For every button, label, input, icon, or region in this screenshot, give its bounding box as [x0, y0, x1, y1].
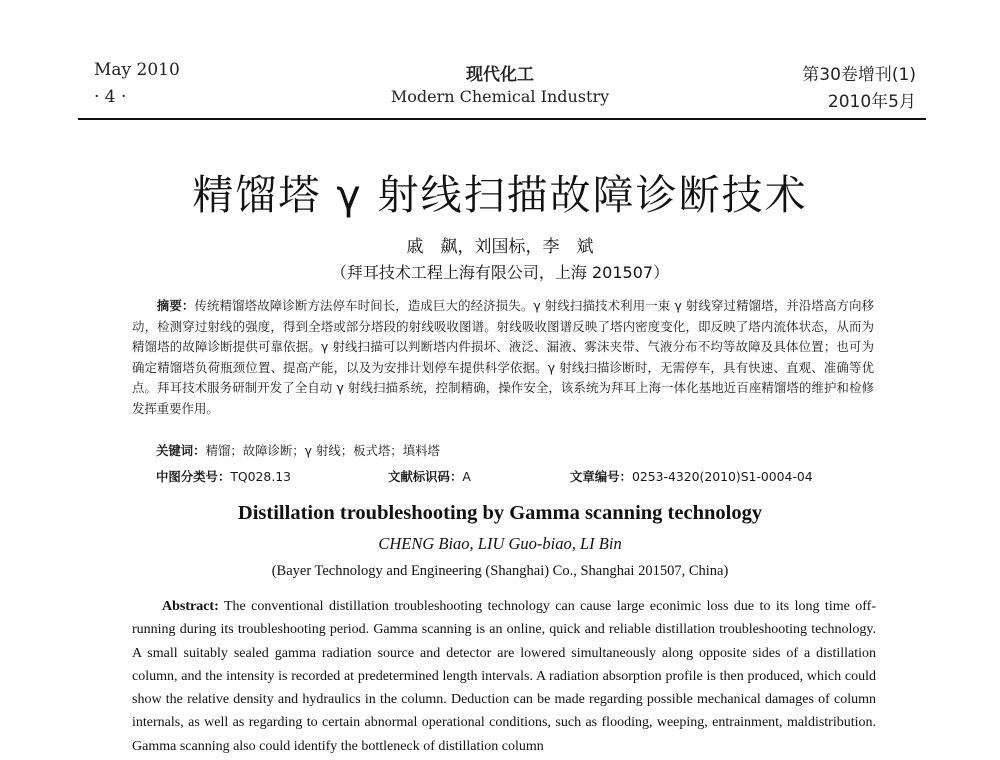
header-rule: [78, 118, 926, 120]
authors-en: CHENG Biao, LIU Guo-biao, LI Bin: [378, 534, 622, 553]
clc-label: 中图分类号：: [156, 469, 231, 484]
keywords-zh: [156, 441, 440, 459]
header-journal-name-en: Modern Chemical Industry: [390, 87, 610, 106]
keywords-zh-text: 精馏；故障诊断；γ 射线；板式塔；填料塔: [205, 443, 440, 458]
article-no-value: 0253-4320(2010)S1-0004-04: [631, 469, 813, 484]
abstract-en-label: Abstract:: [162, 599, 219, 614]
article-no-label: 文章编号：: [570, 469, 632, 484]
document-code: [388, 467, 471, 485]
article-title-zh: 精馏塔 γ 射线扫描故障诊断技术: [192, 171, 808, 219]
affiliation-zh: （拜耳技术工程上海有限公司，上海 201507）: [330, 263, 670, 282]
authors-zh: 戚 飙，刘国标，李 斌: [406, 237, 594, 257]
article-title-en: Distillation troubleshooting by Gamma scanning technology: [237, 502, 763, 524]
article-number: [570, 467, 813, 485]
clc-number: [156, 467, 291, 485]
affiliation-en: (Bayer Technology and Engineering (Shanghai) Co., Shanghai 201507, China): [271, 563, 729, 579]
abstract-en-text: The conventional distillation troubleshooting technology can cause large econimic loss due to its long time off-running during its troubleshooting period. Gamma scanning is an online, quick and reliable distillation troubleshooting technology. A small suitably sealed gamma radiation source and detector are lowered simultaneously along opposite sides of a distillation column, and the intensity is recorded at predetermined length intervals. A radiation absorption profile is then produced, which could show the relative density and hydraulics in the column. Deduction can be made regarding possible mechanical damages of column internals, as well as regarding to certain abnormal operational conditions, such as flooding, weeping, entrainment, maldistribution. Gamma scanning also could identify the bottleneck of distillation column: [132, 599, 876, 754]
doc-code-label: 文献标识码：: [388, 469, 463, 484]
clc-value: TQ028.13: [230, 469, 292, 484]
header-date-zh: 2010年5月: [827, 92, 916, 112]
header-page-number: · 4 ·: [94, 87, 127, 107]
abstract-zh-text: 传统精馏塔故障诊断方法停车时间长，造成巨大的经济损失。γ 射线扫描技术利用一束 γ 射线穿过精馏塔，并沿塔高方向移动，检测穿过射线的强度，得到全塔或部分塔段的射线吸收图谱。射线吸收图谱反映了塔内密度变化，即反映了塔内流体状态，从而为精馏塔的故障诊断提供可靠依据。γ 射线扫描可以判断塔内件损坏、液泛、漏液、雾沫夹带、气液分布不均等故障及具体位置；也可为确定精馏塔负荷瓶颈位置、提高产能，以及为安排计划停车提供科学依据。γ 射线扫描诊断时，无需停车，具有快速、直观、准确等优点。拜耳技术服务研制开发了全自动 γ 射线扫描系统，控制精确，操作安全，该系统为拜耳上海一体化基地近百座精馏塔的维护和检修发挥重要作用。: [132, 298, 875, 416]
header-volume-issue: 第30卷增刊(1): [802, 65, 916, 85]
doc-code-value: A: [462, 469, 471, 484]
keywords-zh-label: 关键词：: [156, 443, 206, 458]
header-date-en: May 2010: [94, 60, 180, 80]
abstract-en: [132, 595, 876, 758]
abstract-zh-label: 摘要：: [156, 298, 195, 313]
abstract-zh: [132, 296, 874, 420]
header-journal-name-zh: 现代化工: [466, 65, 534, 85]
